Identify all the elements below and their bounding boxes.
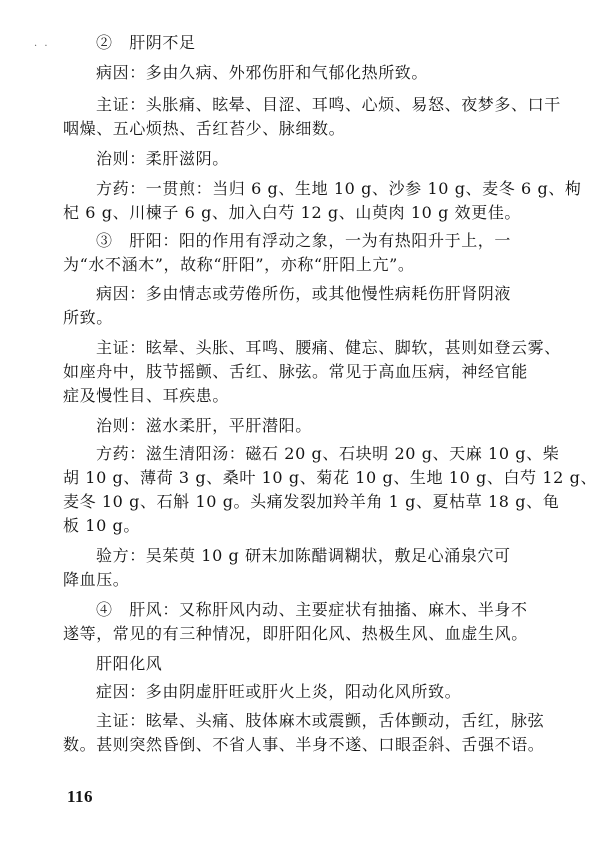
heading-liver-yang: ③ 肝阳：阳的作用有浮动之象，一为有热阳升于上，一 [96, 231, 512, 250]
text-line: 治则：滋水柔肝，平肝潜阳。 [96, 416, 312, 435]
text-line: 方药：一贯煎：当归 6 g、生地 10 g、沙参 10 g、麦冬 6 g、枸 [96, 179, 582, 198]
text-line: 胡 10 g、薄荷 3 g、桑叶 10 g、菊花 10 g、生地 10 g、白芍 12 g、 [63, 468, 598, 487]
subheading-liver-yang-wind: 肝阳化风 [96, 654, 163, 673]
text-line: 为“水不涵木”，故称“肝阳”，亦称“肝阳上亢”。 [63, 255, 415, 274]
text-line: 板 10 g。 [63, 516, 140, 535]
text-line: 病因：多由久病、外邪伤肝和气郁化热所致。 [96, 63, 429, 82]
text-line: 症因：多由阴虚肝旺或肝火上炎，阳动化风所致。 [96, 682, 462, 701]
text-line: 麦冬 10 g、石斛 10 g。头痛发裂加羚羊角 1 g、夏枯草 18 g、龟 [63, 492, 560, 511]
text-line: 主证：眩晕、头胀、耳鸣、腰痛、健忘、脚软，甚则如登云雾、 [96, 338, 561, 357]
text-line: 病因：多由情志或劳倦所伤，或其他慢性病耗伤肝肾阴液 [96, 284, 512, 303]
text-line: 杞 6 g、川楝子 6 g、加入白芍 12 g、山萸肉 10 g 效更佳。 [63, 203, 522, 222]
text-line: 降血压。 [63, 570, 130, 589]
heading-liver-wind: ④ 肝风：又称肝风内动、主要症状有抽搐、麻木、半身不 [96, 600, 528, 619]
heading-liver-yin-deficiency: ② 肝阴不足 [96, 33, 196, 52]
scan-artifact: · · [34, 41, 50, 52]
text-line: 所致。 [63, 308, 113, 327]
page-number: 116 [67, 787, 94, 806]
text-line: 数。甚则突然昏倒、不省人事、半身不遂、口眼歪斜、舌强不语。 [63, 735, 545, 754]
text-line: 症及慢性目、耳疾患。 [63, 386, 230, 405]
text-line: 咽燥、五心烦热、舌红苔少、脉细数。 [63, 119, 346, 138]
text-line: 如座舟中，肢节摇颤、舌红、脉弦。常见于高血压病，神经官能 [63, 362, 528, 381]
text-line: 治则：柔肝滋阴。 [96, 149, 229, 168]
text-line: 遂等，常见的有三种情况，即肝阳化风、热极生风、血虚生风。 [63, 624, 528, 643]
text-line: 验方：吴茱萸 10 g 研末加陈醋调糊状，敷足心涌泉穴可 [96, 546, 511, 565]
text-line: 方药：滋生清阳汤：磁石 20 g、石块明 20 g、天麻 10 g、柴 [96, 444, 560, 463]
text-line: 主证：眩晕、头痛、肢体麻木或震颤，舌体颤动，舌红，脉弦 [96, 711, 545, 730]
text-line: 主证：头胀痛、眩晕、目涩、耳鸣、心烦、易怒、夜梦多、口干 [96, 95, 561, 114]
